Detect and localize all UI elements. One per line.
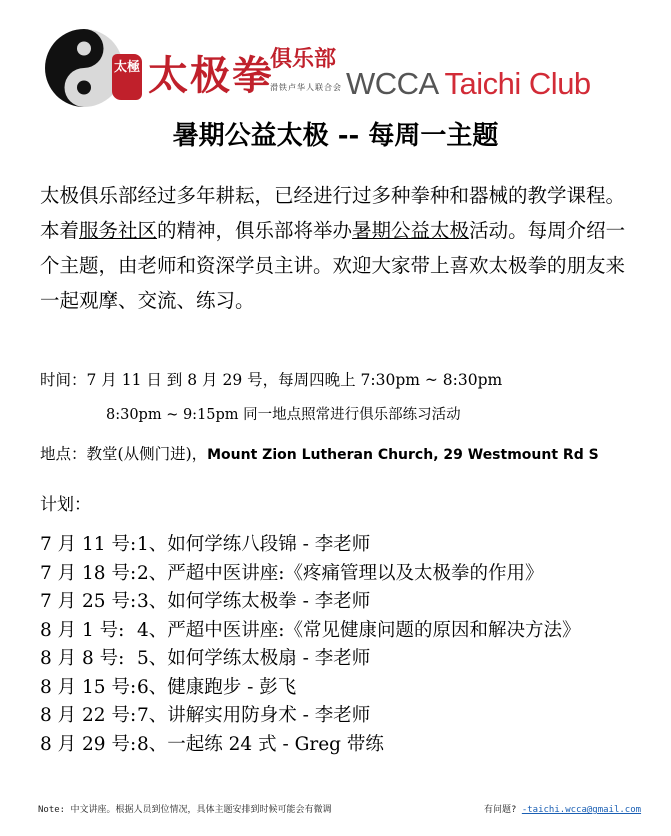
plan-topic: 5、如何学练太极扇 - 李老师 (137, 648, 371, 669)
time-value: 7 月 11 日 到 8 月 29 号，每周四晚上 7:30pm ~ 8:30pm (86, 371, 503, 389)
underlined-community-service: 服务社区 (79, 219, 158, 242)
list-item (40, 560, 581, 589)
time-extra: 8:30pm ~ 9:15pm 同一地点照常进行俱乐部练习活动 (106, 407, 461, 423)
list-item (40, 531, 581, 560)
plan-date: 7 月 11 号: (40, 534, 137, 555)
brand-chinese: 太极拳 (148, 52, 274, 99)
time-info (40, 368, 502, 390)
plan-date: 8 月 29 号: (40, 733, 137, 755)
plan-topic: 6、健康跑步 - 彭飞 (137, 676, 297, 698)
place-info (40, 442, 599, 464)
question-label: 有问题? (484, 805, 522, 815)
plan-date: 8 月 22 号: (40, 705, 137, 726)
plan-topic: 1、如何学练八段锦 - 李老师 (137, 534, 371, 555)
plan-topic: 8、一起练 24 式 - Greg 带练 (137, 733, 384, 755)
plan-date: 8 月 15 号: (40, 676, 137, 698)
header-logo (44, 28, 644, 108)
footer-note: Note: 中文讲座。根据人员到位情况，具体主题安排到时候可能会有微调 (38, 805, 332, 815)
plan-date: 7 月 25 号: (40, 591, 137, 612)
list-item (40, 702, 581, 731)
place-cn: 教堂(从侧门进)， (86, 445, 208, 463)
plan-label: 计划： (40, 495, 91, 515)
brand-wcca: WCCA (346, 66, 437, 101)
place-label: 地点： (40, 445, 87, 463)
email-link[interactable]: -taichi.wcca@gmail.com (521, 805, 642, 815)
page-title: 暑期公益太极 -- 每周一主题 (172, 121, 499, 151)
plan-list (40, 531, 581, 759)
plan-topic: 4、严超中医讲座:《常见健康问题的原因和解决方法》 (137, 619, 581, 641)
brand-english (346, 66, 591, 102)
place-address: Mount Zion Lutheran Church, 29 Westmount Rd S (207, 447, 599, 463)
intro-text-2: 的精神，俱乐部将举办 (157, 219, 353, 242)
list-item (40, 617, 581, 646)
intro-text-1: 太极俱乐部经过多年耕耘，已经进行过多种拳种和器械的教学课程。本着 (40, 184, 626, 242)
plan-topic: 2、严超中医讲座:《疼痛管理以及太极拳的作用》 (137, 562, 544, 584)
list-item (40, 645, 581, 674)
plan-date: 8 月 1 号: (40, 619, 125, 641)
plan-date: 8 月 8 号: (40, 648, 125, 669)
plan-date: 7 月 18 号: (40, 562, 137, 584)
plan-topic: 7、讲解实用防身术 - 李老师 (137, 705, 371, 726)
list-item (40, 674, 581, 703)
intro-paragraph (40, 178, 640, 318)
footer-contact (484, 802, 641, 815)
seal-logo: 太極 (112, 54, 142, 100)
underlined-summer-taichi: 暑期公益太极 (352, 219, 470, 242)
time-label: 时间： (40, 371, 87, 389)
plan-topic: 3、如何学练太极拳 - 李老师 (137, 591, 371, 612)
list-item (40, 588, 581, 617)
intro-text-3: 活动。每周介绍一个主题，由老师和资深学员主讲。欢迎大家带上喜欢太极拳的朋友来一起观摩、交流、练习。 (40, 219, 626, 312)
list-item (40, 731, 581, 760)
brand-club: 俱乐部 (270, 46, 337, 72)
brand-organization: 滑铁卢华人联合会 (270, 83, 342, 92)
brand-taichi-club: Taichi Club (437, 66, 591, 101)
